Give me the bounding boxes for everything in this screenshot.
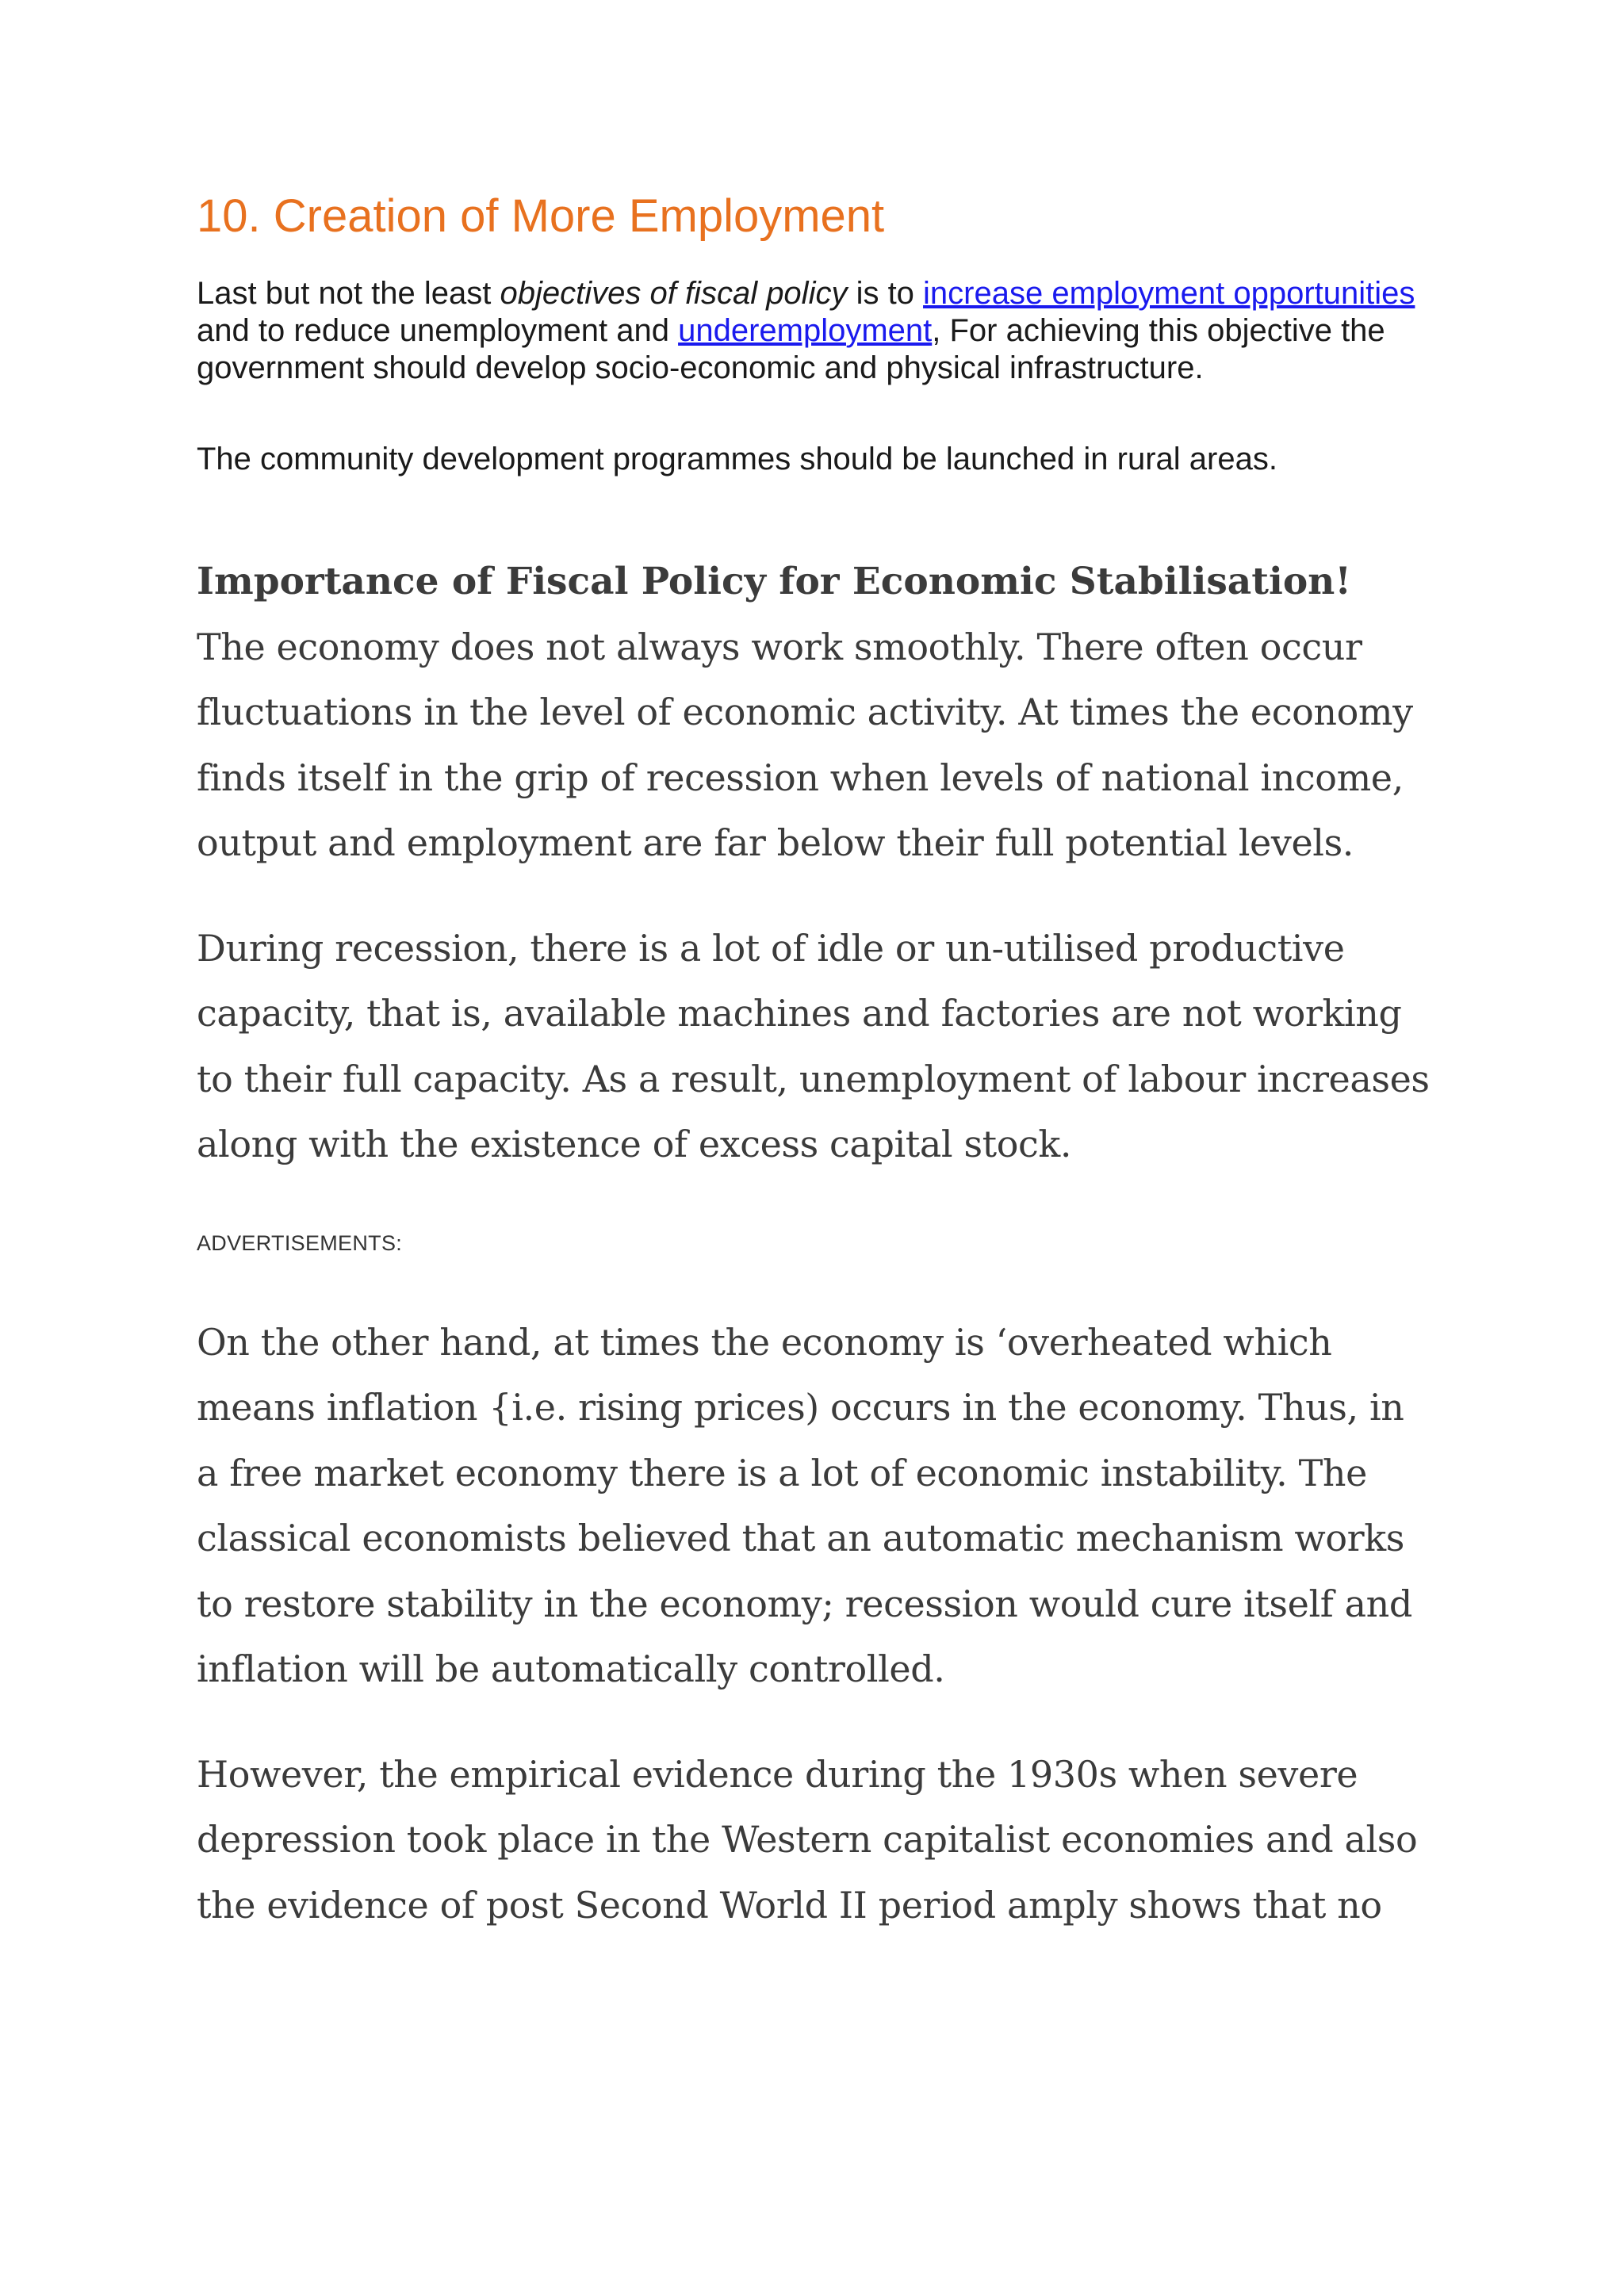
- section-heading: 10. Creation of More Employment: [197, 190, 885, 242]
- advertisements-label: ADVERTISEMENTS:: [197, 1230, 403, 1255]
- spacer: [197, 1256, 1434, 1310]
- paragraph-text: and to reduce unemployment and: [197, 312, 679, 348]
- fiscal-objective-paragraph: [197, 275, 1434, 387]
- community-development-paragraph: The community development programmes should be launched in rural areas.: [197, 441, 1277, 476]
- article-paragraph: During recession, there is a lot of idle or un-utilised productive capacity, that is, available machines and factories are not working to their full capacity. As a result, unemployment of labour increases along with the existence of excess capital stock.: [197, 926, 1430, 1166]
- increase-employment-link[interactable]: increase employment opportunities: [923, 275, 1415, 311]
- article-heading: Importance of Fiscal Policy for Economic Stabilisation!: [197, 559, 1351, 603]
- spacer: [197, 876, 1434, 916]
- page-content: [197, 190, 1434, 1938]
- article-paragraph: On the other hand, at times the economy is ‘overheated which means inflation {i.e. rising prices) occurs in the economy. Thus, in a free market economy there is a lot of economic instability. The classical economists believed that an automatic mechanism works to restore stability in the economy; recession would cure itself and inflation will be automatically controlled.: [197, 1320, 1412, 1691]
- italic-phrase: objectives of fiscal policy: [500, 275, 848, 311]
- article-paragraph: However, the empirical evidence during the 1930s when severe depression took place in the Western capitalist economies and also the evidence of post Second World II period amply shows that no: [197, 1752, 1418, 1927]
- spacer: [197, 478, 1434, 549]
- paragraph-text: , For achieving this objective the government should develop socio-economic and physical infrastructure.: [197, 312, 1385, 385]
- spacer: [197, 1177, 1434, 1231]
- article-paragraph: The economy does not always work smoothly. There often occur fluctuations in the level of economic activity. At times the economy finds itself in the grip of recession when levels of national income, output and employment are far below their full potential levels.: [197, 625, 1413, 865]
- spacer: [197, 1702, 1434, 1742]
- paragraph-text: Last but not the least: [197, 275, 500, 311]
- paragraph-text: is to: [847, 275, 924, 311]
- underemployment-link[interactable]: underemployment: [678, 312, 933, 348]
- spacer: [197, 387, 1434, 441]
